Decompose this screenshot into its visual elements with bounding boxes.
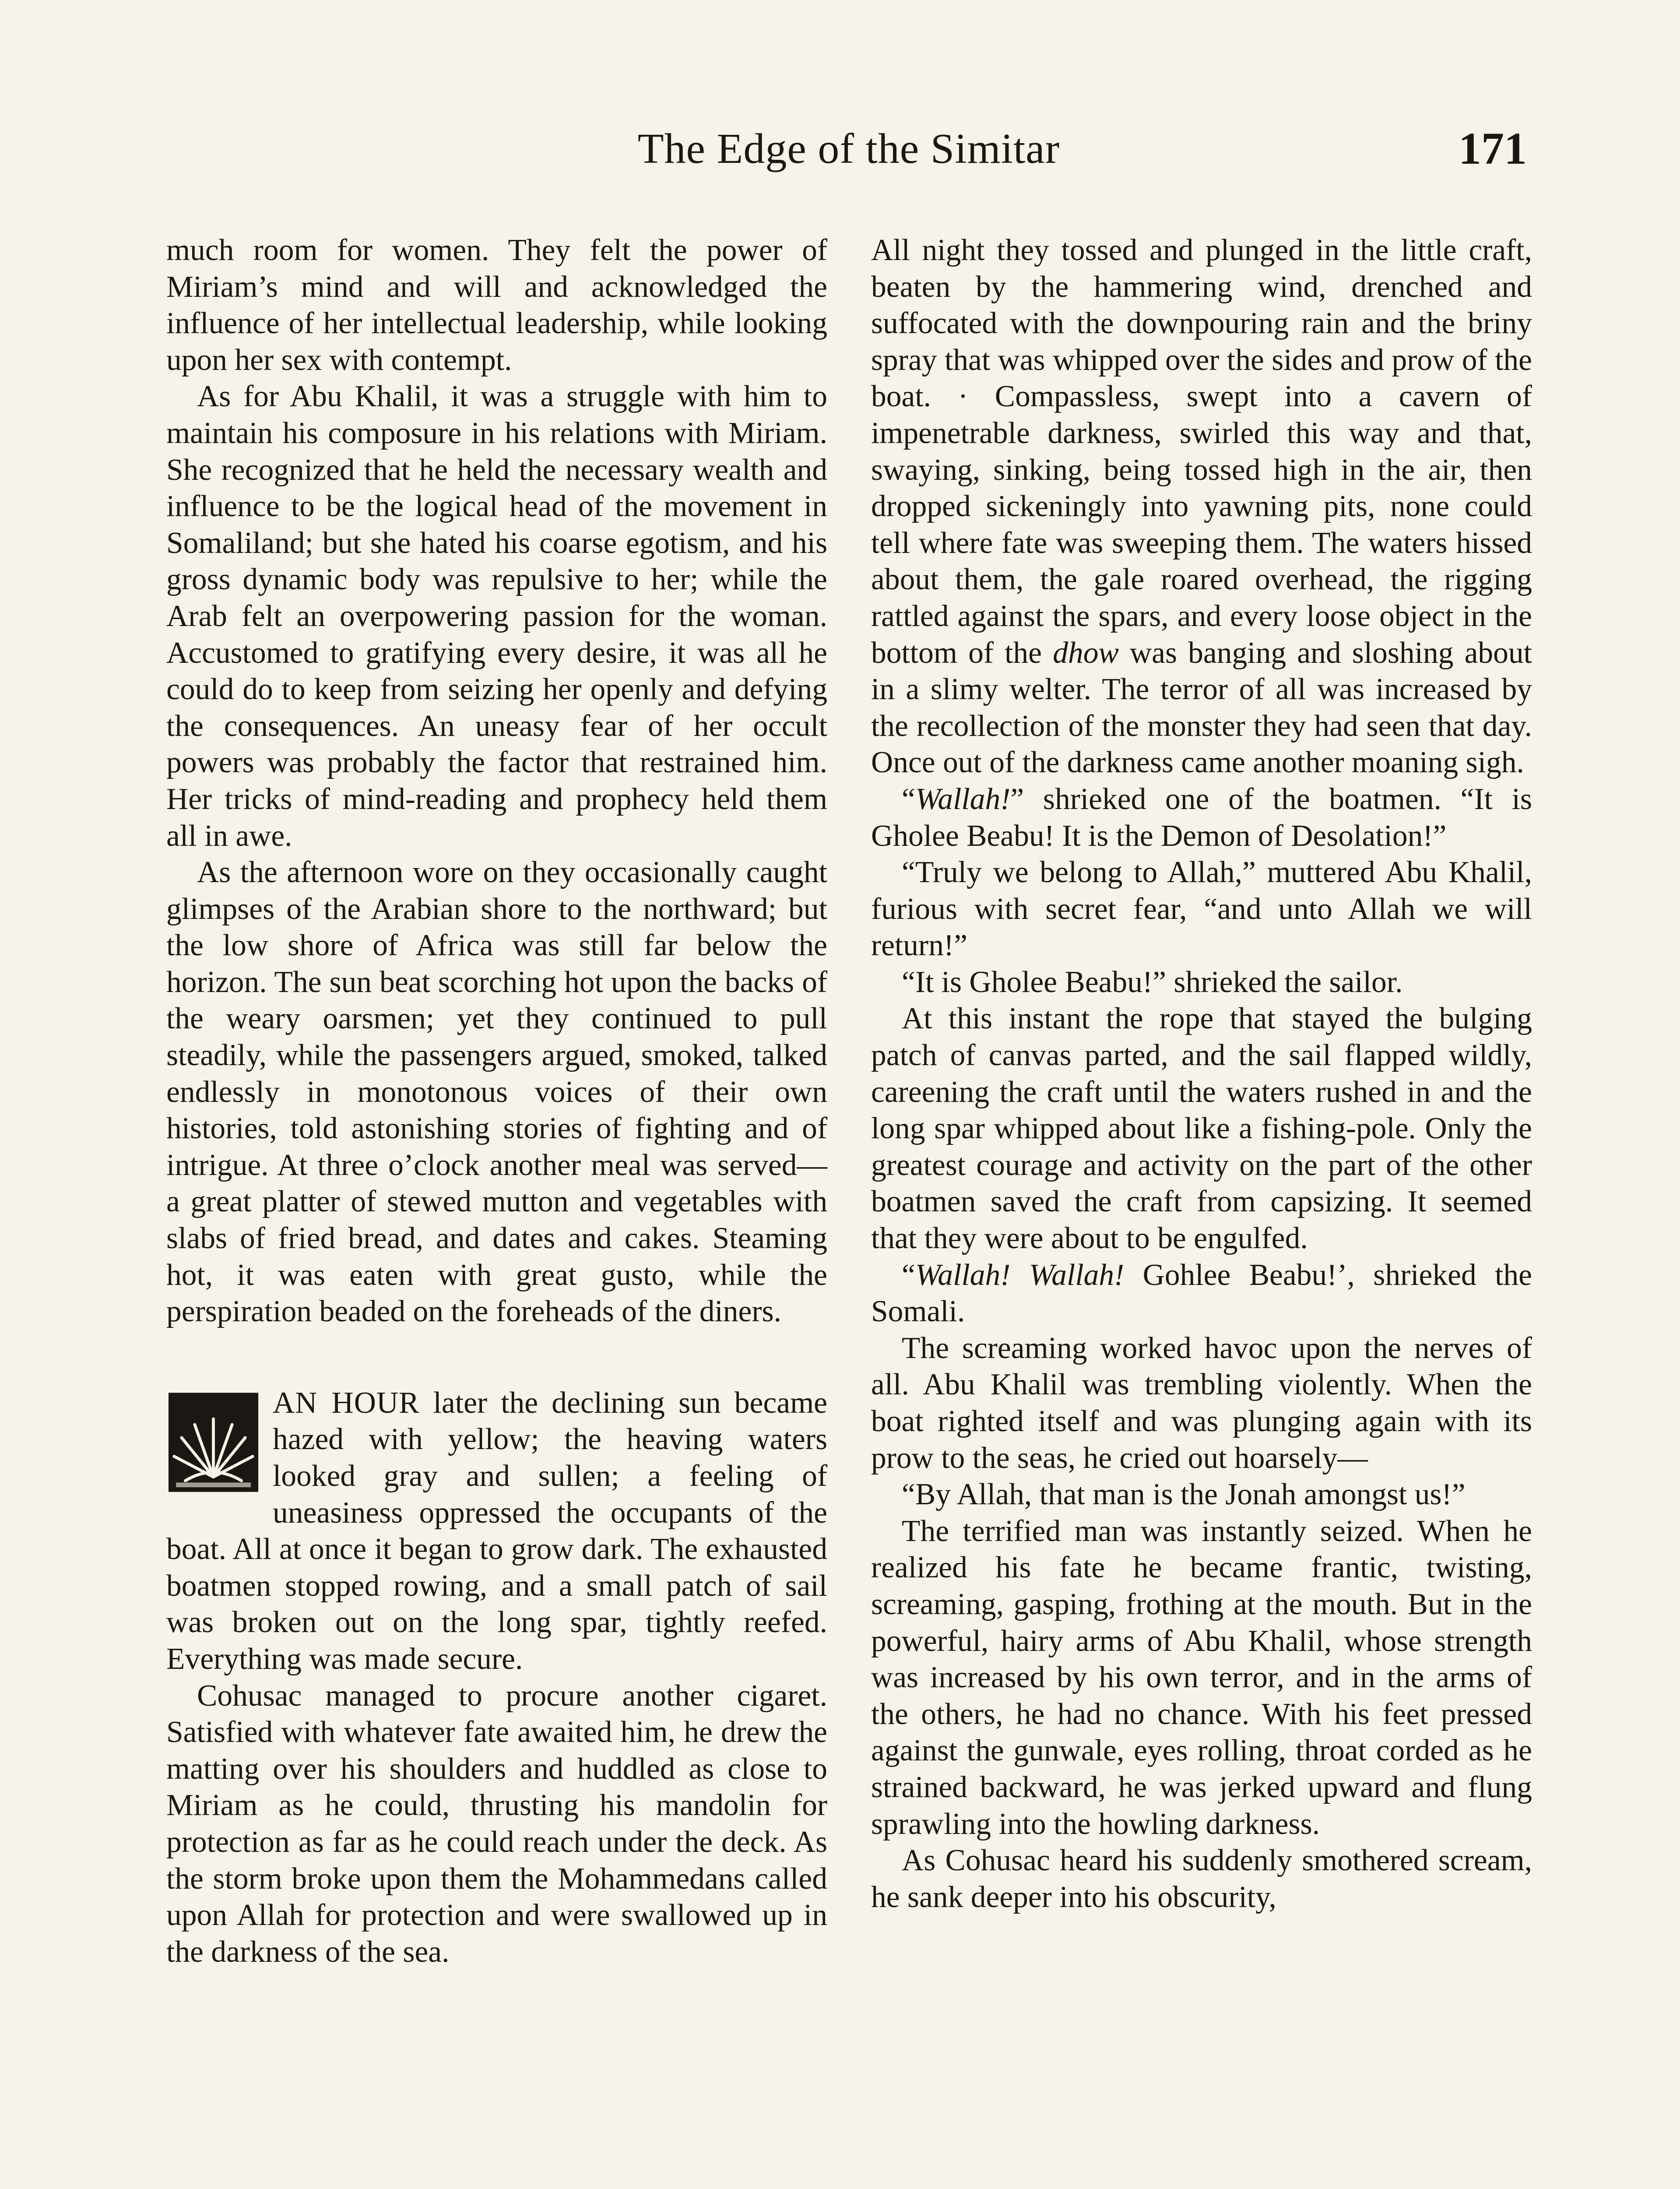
paragraph: much room for women. They felt the power of Miriam’s mind and will and acknowledged the influence of her intellectual leadership, while looking upon her sex with contempt. (166, 233, 827, 377)
running-title: The Edge of the Simitar (637, 125, 1060, 172)
paragraph: The screaming worked havoc upon the nerves of all. Abu Khalil was trembling violently. When the boat righted itself and was plunging again with its prow to the seas, he cried out hoarsely— (871, 1331, 1532, 1475)
paragraph: As Cohusac heard his suddenly smothered scream, he sank deeper into his obscurity, (871, 1844, 1532, 1914)
text-run: All night they tossed and plunged in the little craft, beaten by the hammering wind, drenched and suffocated with the downpouring rain and the briny spray that was whipped over the sides and prow of the boat. · Compassless, swept into a cavern of impenetrable darkness, swirled this way and that, swaying, sinking, being tossed high in the air, then dropped sickeningly into yawning pits, none could tell where fate was sweeping them. The waters hissed about them, the gale roared overhead, the rigging rattled against the spars, and every loose object in the bottom of the (871, 233, 1532, 670)
sunburst-ornament-icon (166, 1391, 260, 1494)
right-column (871, 232, 1532, 1915)
italic-exclamation: Wallah! Wallah! (915, 1258, 1125, 1292)
text-run: was banging and sloshing about in a slimy welter. The terror of all was increased by the recollection of the monster they had seen that day. Once out of the darkness came another moaning sigh. (871, 636, 1532, 780)
section-opening-paragraph (166, 1385, 827, 1678)
dialogue-paragraph (871, 1257, 1532, 1330)
dialogue-paragraph: “By Allah, that man is the Jonah amongst us!” (902, 1478, 1466, 1512)
page-header (166, 123, 1531, 188)
text-run: “ (902, 782, 915, 816)
page-number: 171 (1459, 123, 1527, 174)
section-lead-in: AN HOUR (273, 1386, 420, 1420)
text-run: ” shrieked one of the boatmen. “It is Gholee Beabu! It is the Demon of Desolation!” (871, 782, 1532, 853)
text-run: “ (902, 1258, 915, 1292)
paragraph: The terrified man was instantly seized. When he realized his fate he became frantic, twisting, screaming, gasping, frothing at the mouth. But in the powerful, hairy arms of Abu Khalil, whose strength was increased by his own terror, and in the arms of the others, he had no chance. With his feet pressed against the gunwale, eyes rolling, throat corded as he strained backward, he was jerked upward and flung sprawling into the howling darkness. (871, 1514, 1532, 1841)
paragraph (871, 232, 1532, 781)
section-text: later the declining sun became hazed with yellow; the heaving waters looked gray and sullen; a feeling of uneasiness oppressed the occupants of the boat. All at once it began to grow dark. The exhausted boatmen stopped rowing, and a small patch of sail was broken out on the long spar, tightly reefed. Everything was made secure. (166, 1386, 827, 1676)
dialogue-paragraph (871, 781, 1532, 854)
text-run: Gohlee Beabu!’, shrieked the Somali. (871, 1258, 1532, 1329)
paragraph: As for Abu Khalil, it was a struggle with him to maintain his composure in his relations with Miriam. She recognized that he held the necessary wealth and influence to be the logical head of the movement in Somaliland; but she hated his coarse egotism, and his gross dynamic body was repulsive to her; while the Arab felt an overpowering passion for the woman. Accustomed to gratifying every desire, it was all he could do to keep from seizing her openly and defying the consequences. An uneasy fear of her occult powers was probably the factor that restrained him. Her tricks of mind-reading and prophecy held them all in awe. (166, 380, 827, 853)
dialogue-paragraph: “Truly we belong to Allah,” muttered Abu Khalil, furious with secret fear, “and unto Allah we will return!” (871, 855, 1532, 963)
italic-exclamation: Wallah! (915, 782, 1011, 816)
paragraph: As the afternoon wore on they occasionally caught glimpses of the Arabian shore to the northward; but the low shore of Africa was still far below the horizon. The sun beat scorching hot upon the backs of the weary oarsmen; yet they continued to pull steadily, while the passengers argued, smoked, talked endlessly in monotonous voices of their own histories, told astonishing stories of fighting and of intrigue. At three o’clock another meal was served— a great platter of stewed mutton and vegetables with slabs of fried bread, and dates and cakes. Steaming hot, it was eaten with great gusto, while the perspiration beaded on the foreheads of the diners. (166, 855, 827, 1329)
dialogue-paragraph: “It is Gholee Beabu!” shrieked the sailor. (902, 965, 1403, 999)
paragraph: At this instant the rope that stayed the bulging patch of canvas parted, and the sail flapped wildly, careening the craft until the waters rushed in and the long spar whipped about like a fishing-pole. Only the greatest courage and activity on the part of the other boatmen saved the craft from capsizing. It seemed that they were about to be engulfed. (871, 1002, 1532, 1256)
left-column (166, 232, 827, 1970)
italic-term: dhow (1053, 636, 1119, 670)
paragraph: Cohusac managed to procure another cigaret. Satisfied with whatever fate awaited him, he drew the matting over his shoulders and huddled as close to Miriam as he could, thrusting his mandolin for protection as far as he could reach under the deck. As the storm broke upon them the Mohammedans called upon Allah for protection and were swallowed up in the darkness of the sea. (166, 1679, 827, 1969)
